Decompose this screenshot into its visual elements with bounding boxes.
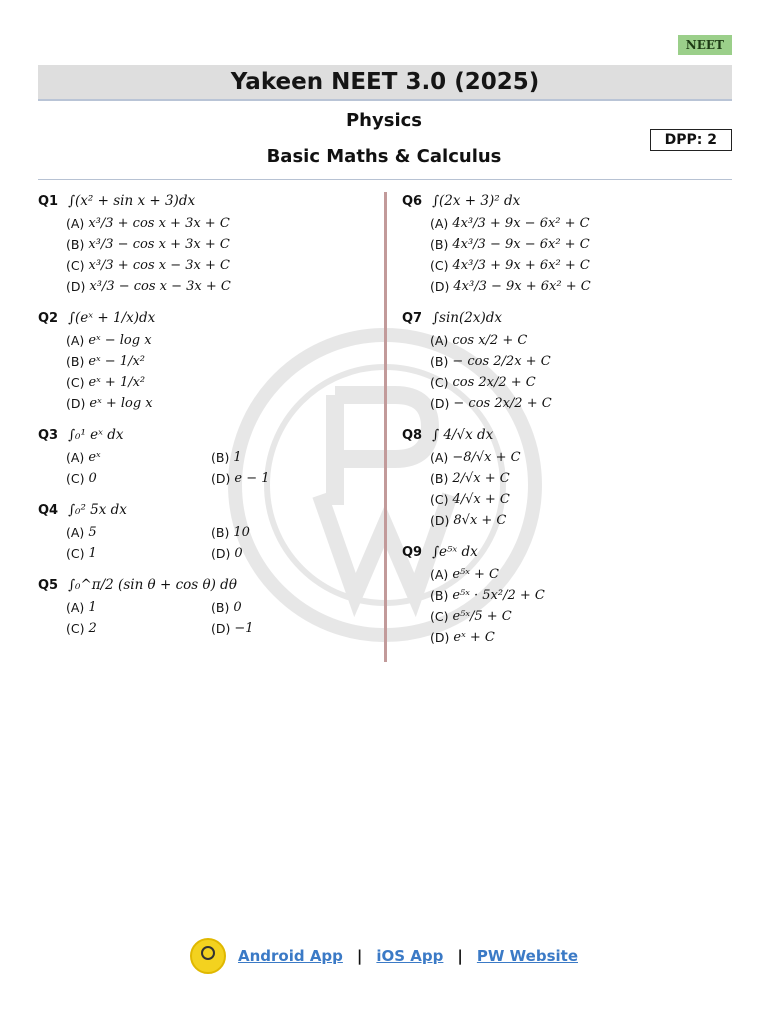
option-a: (A) eˣ: [66, 450, 101, 465]
left-column: [38, 192, 378, 651]
option-a: (A) 1: [66, 600, 97, 615]
option-a: (A) cos x/2 + C: [430, 333, 528, 348]
option-b: (B) e⁵ˣ · 5x²/2 + C: [430, 588, 545, 603]
option-b: (B) 4x³/3 − 9x − 6x² + C: [430, 237, 590, 252]
question-number: Q4: [38, 502, 59, 518]
question-q1: [38, 192, 378, 297]
android-app-link[interactable]: Android App: [237, 947, 343, 965]
option-a: (A) −8/√x + C: [430, 450, 521, 465]
question-expression: ∫(2x + 3)² dx: [432, 193, 521, 209]
option-d: (D) −1: [211, 621, 254, 636]
question-q5: [38, 576, 378, 639]
option-c: (C) cos 2x/2 + C: [430, 375, 536, 390]
question-expression: ∫sin(2x)dx: [432, 310, 502, 326]
option-d: (D) 8√x + C: [430, 513, 507, 528]
option-d: (D) eˣ + log x: [66, 396, 153, 411]
title-bar: [38, 65, 732, 101]
option-d: (D) 4x³/3 − 9x + 6x² + C: [430, 279, 591, 294]
option-b: (B) 2/√x + C: [430, 471, 510, 486]
option-c: (C) x³/3 + cos x − 3x + C: [66, 258, 230, 273]
question-number: Q9: [402, 544, 423, 560]
option-c: (C) 4x³/3 + 9x + 6x² + C: [430, 258, 590, 273]
option-a: (A) x³/3 + cos x + 3x + C: [66, 216, 230, 231]
option-c: (C) 2: [66, 621, 97, 636]
subject-heading: Physics: [345, 110, 422, 131]
option-d: (D) − cos 2x/2 + C: [430, 396, 552, 411]
page-title: Yakeen NEET 3.0 (2025): [230, 69, 540, 95]
ios-app-link[interactable]: iOS App: [376, 947, 444, 965]
neet-badge: NEET: [678, 35, 732, 55]
option-c: (C) 4/√x + C: [430, 492, 510, 507]
option-d: (D) 0: [211, 546, 243, 561]
option-c: (C) e⁵ˣ/5 + C: [430, 609, 512, 624]
question-q4: [38, 501, 378, 564]
dpp-label: DPP: 2: [650, 129, 732, 151]
question-number: Q2: [38, 310, 59, 326]
footer-separator: |: [356, 947, 363, 965]
footer-links: [0, 938, 768, 974]
pw-website-link[interactable]: PW Website: [476, 947, 578, 965]
question-expression: ∫₀^π/2 (sin θ + cos θ) dθ: [68, 577, 237, 593]
question-expression: ∫(x² + sin x + 3)dx: [68, 193, 196, 209]
option-b: (B) 10: [211, 525, 250, 540]
option-a: (A) e⁵ˣ + C: [430, 567, 499, 582]
question-q3: [38, 426, 378, 489]
question-expression: ∫(eˣ + 1/x)dx: [68, 310, 156, 326]
column-divider: [384, 192, 387, 662]
option-d: (D) eˣ + C: [430, 630, 495, 645]
option-c: (C) eˣ + 1/x²: [66, 375, 146, 390]
footer-separator: |: [457, 947, 463, 965]
option-d: (D) x³/3 − cos x − 3x + C: [66, 279, 231, 294]
question-expression: ∫₀¹ eˣ dx: [68, 427, 124, 443]
question-number: Q8: [402, 427, 423, 443]
option-b: (B) eˣ − 1/x²: [66, 354, 146, 369]
option-b: (B) 1: [211, 450, 242, 465]
chapter-heading: Basic Maths & Calculus: [266, 146, 502, 167]
option-b: (B) 0: [211, 600, 242, 615]
question-number: Q6: [402, 193, 423, 209]
option-a: (A) 5: [66, 525, 97, 540]
question-expression: ∫e⁵ˣ dx: [432, 544, 478, 560]
option-a: (A) 4x³/3 + 9x − 6x² + C: [430, 216, 590, 231]
option-b: (B) x³/3 − cos x + 3x + C: [66, 237, 230, 252]
question-q2: [38, 309, 378, 414]
question-number: Q5: [38, 577, 59, 593]
option-c: (C) 1: [66, 546, 97, 561]
right-column: [402, 192, 732, 660]
option-d: (D) e − 1: [211, 471, 270, 486]
question-expression: ∫ 4/√x dx: [432, 427, 494, 443]
question-number: Q7: [402, 310, 423, 326]
option-b: (B) − cos 2/2x + C: [430, 354, 551, 369]
option-a: (A) eˣ − log x: [66, 333, 152, 348]
question-number: Q1: [38, 193, 59, 209]
question-number: Q3: [38, 427, 59, 443]
customer-service-icon[interactable]: [190, 938, 226, 974]
question-q7: [402, 309, 732, 414]
question-q9: [402, 543, 732, 648]
question-q6: [402, 192, 732, 297]
option-c: (C) 0: [66, 471, 97, 486]
question-expression: ∫₀² 5x dx: [68, 502, 127, 518]
question-q8: [402, 426, 732, 531]
header-rule: [38, 179, 732, 180]
